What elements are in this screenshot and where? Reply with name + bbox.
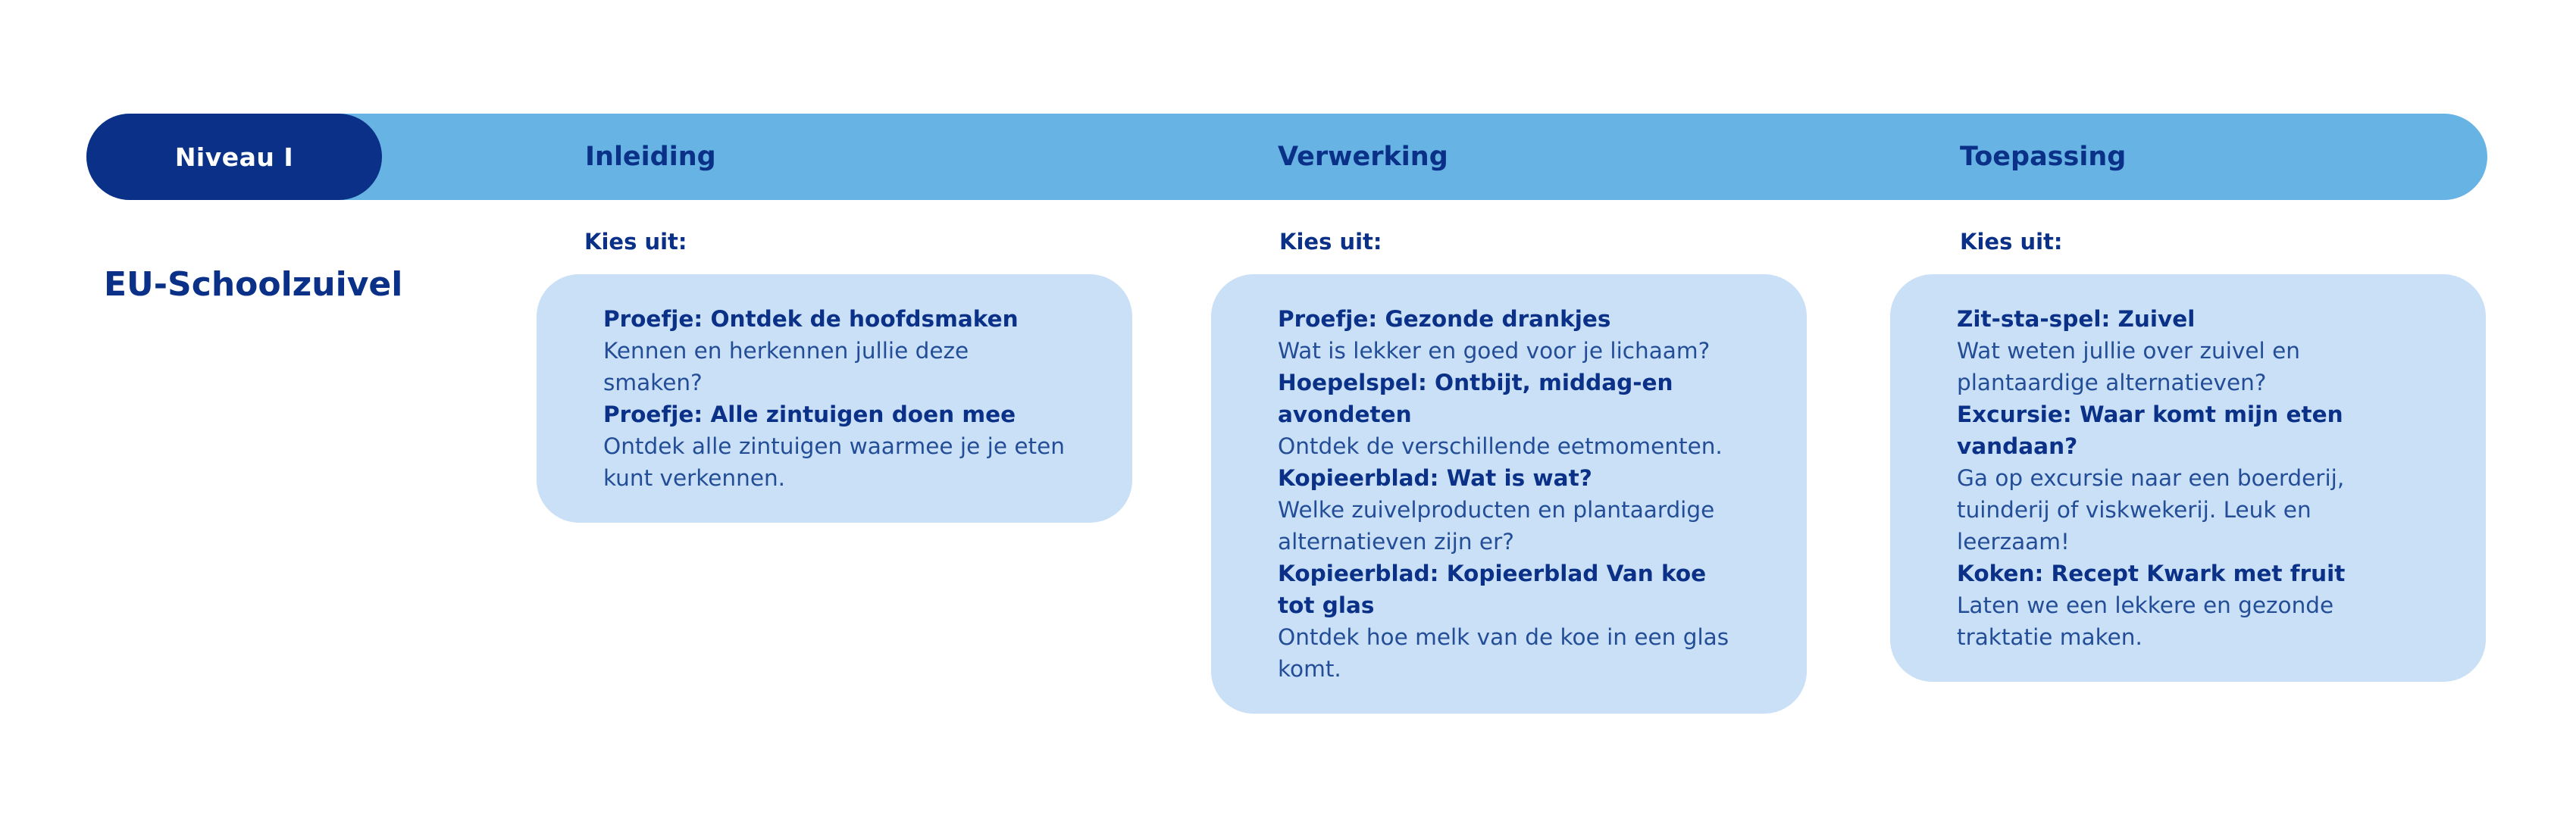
activity-card-inleiding: [537, 274, 1132, 523]
activity-description: Laten we een lekkere en gezonde traktatie maken.: [1957, 592, 2334, 650]
column-title-inleiding: Inleiding: [585, 142, 716, 172]
activity-description: Wat is lekker en goed voor je lichaam?: [1278, 338, 1711, 364]
activity-description: Ontdek de verschillende eetmomenten.: [1278, 433, 1723, 459]
activity-title[interactable]: Hoepelspel: Ontbijt, middag-en avondeten: [1278, 370, 1673, 427]
program-title: EU-Schoolzuivel: [104, 265, 403, 304]
choose-label-inleiding: Kies uit:: [584, 229, 687, 255]
activity-title[interactable]: Koken: Recept Kwark met fruit: [1957, 561, 2346, 586]
activity-description: Ga op excursie naar een boerderij, tuinderij of viskwekerij. Leuk en leerzaam!: [1957, 465, 2345, 555]
activity-title[interactable]: Proefje: Ontdek de hoofdsmaken: [603, 306, 1019, 332]
activity-description: Wat weten jullie over zuivel en plantaardige alternatieven?: [1957, 338, 2300, 395]
activity-description: Ontdek hoe melk van de koe in een glas komt.: [1278, 624, 1729, 682]
column-title-verwerking: Verwerking: [1278, 142, 1448, 172]
activity-card-toepassing: [1890, 274, 2486, 682]
choose-label-toepassing: Kies uit:: [1960, 229, 2063, 255]
activity-title[interactable]: Proefje: Gezonde drankjes: [1278, 306, 1611, 332]
activity-title[interactable]: Kopieerblad: Wat is wat?: [1278, 465, 1592, 491]
activity-card-verwerking: [1211, 274, 1807, 714]
activity-title[interactable]: Proefje: Alle zintuigen doen mee: [603, 402, 1016, 427]
activity-title[interactable]: Kopieerblad: Kopieerblad Van koe tot glas: [1278, 561, 1707, 618]
activity-description: Ontdek alle zintuigen waarmee je je eten kunt verkennen.: [603, 433, 1065, 491]
activity-description: Welke zuivelproducten en plantaardige alternatieven zijn er?: [1278, 497, 1715, 555]
activity-title[interactable]: Excursie: Waar komt mijn eten vandaan?: [1957, 402, 2343, 459]
choose-label-verwerking: Kies uit:: [1279, 229, 1382, 255]
level-badge: Niveau I: [86, 114, 382, 200]
activity-title[interactable]: Zit-sta-spel: Zuivel: [1957, 306, 2196, 332]
column-title-toepassing: Toepassing: [1960, 142, 2127, 172]
activity-description: Kennen en herkennen jullie deze smaken?: [603, 338, 969, 395]
